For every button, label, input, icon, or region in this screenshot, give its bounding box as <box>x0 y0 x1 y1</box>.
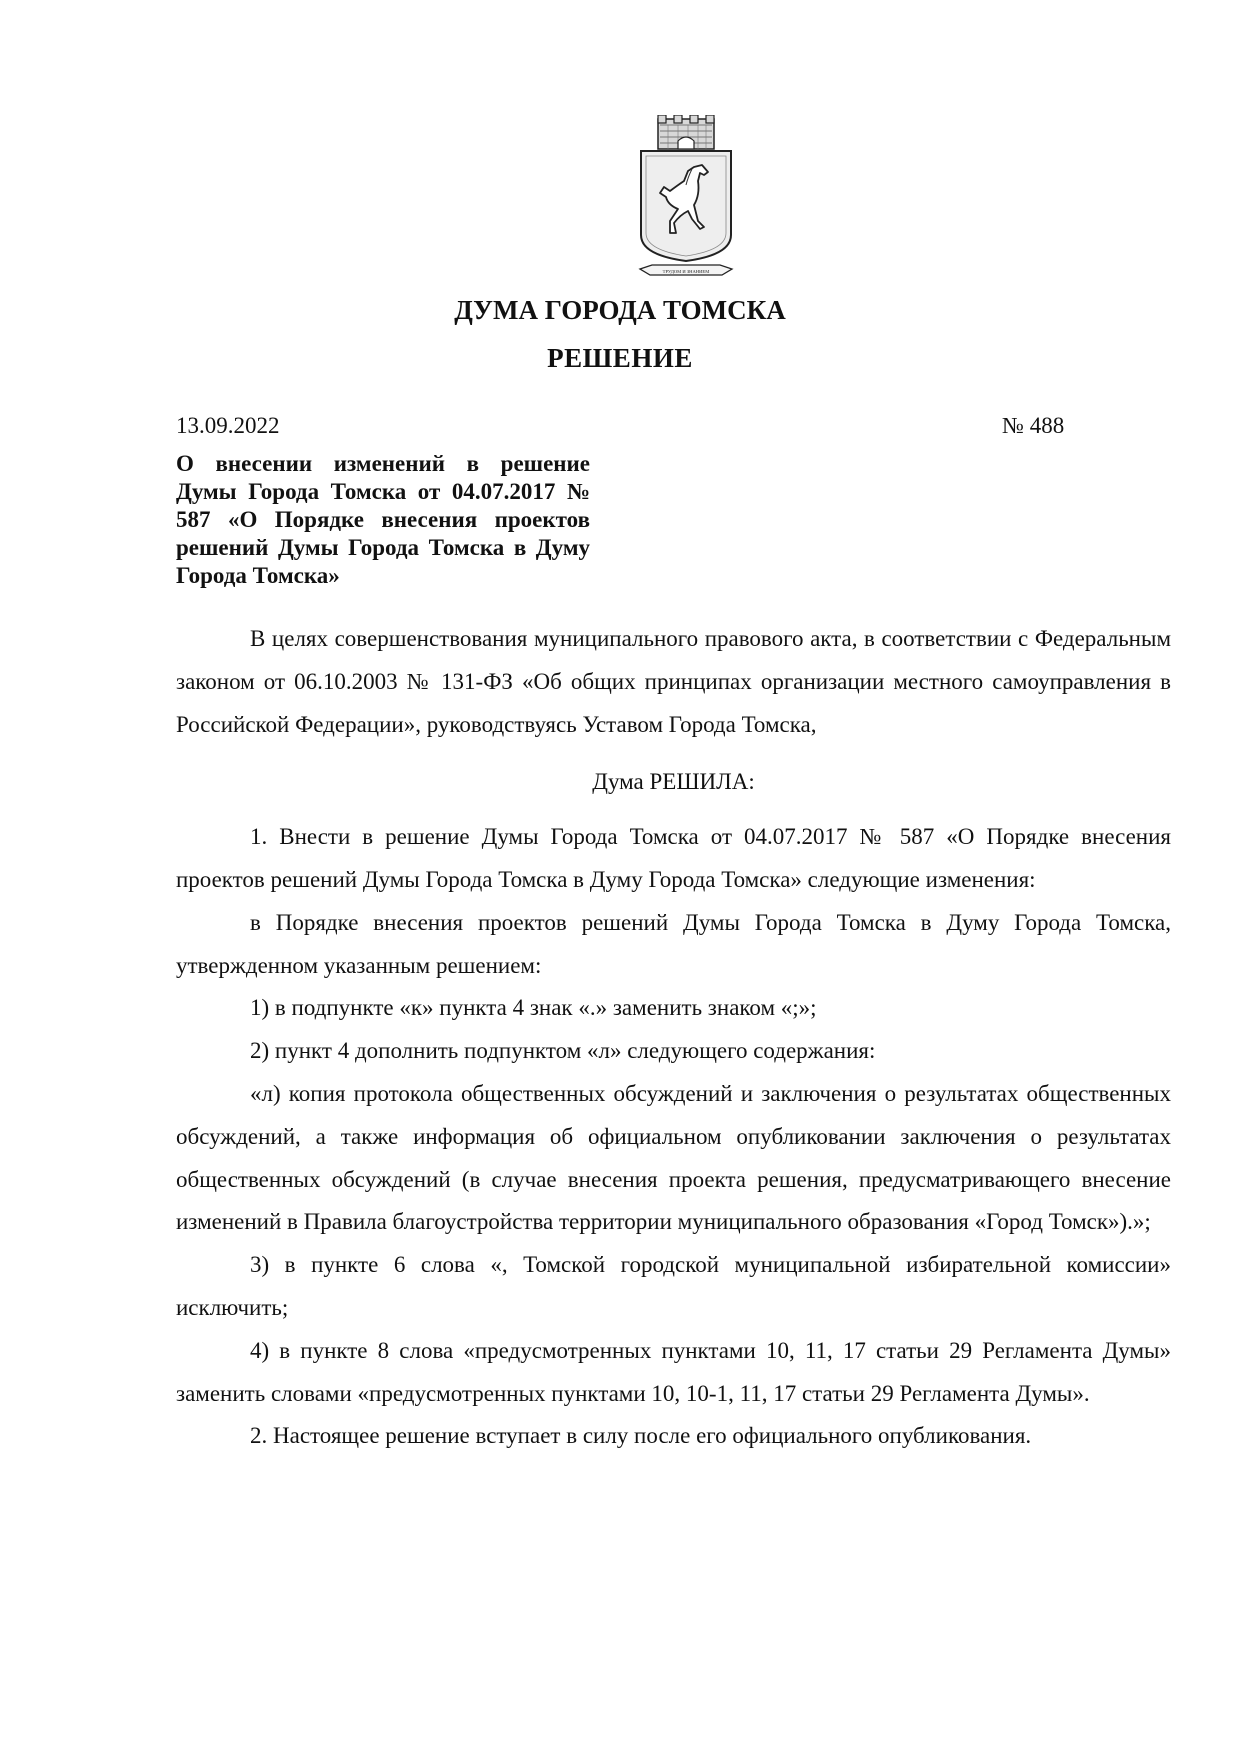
svg-text:ТРУДОМ И ЗНАНИЕМ: ТРУДОМ И ЗНАНИЕМ <box>662 269 710 274</box>
organization-title: ДУМА ГОРОДА ТОМСКА <box>454 295 786 325</box>
subclause-1: 1) в подпункте «к» пункта 4 знак «.» заменить знаком «;»; <box>250 995 817 1021</box>
document-body <box>176 618 1171 1458</box>
document-number: № 488 <box>1002 413 1065 438</box>
clause-1-intro: в Порядке внесения проектов решений Думы Города Томска в Думу Города Томска, утвержденном указанным решением: <box>176 909 1171 978</box>
clause-2: 2. Настоящее решение вступает в силу после его официального опубликования. <box>250 1423 1032 1449</box>
clause-1: 1. Внести в решение Думы Города Томска от 04.07.2017 № 587 «О Порядке внесения проектов решений Думы Города Томска в Думу Города Томска» следующие изменения: <box>176 824 1171 892</box>
document-subject: О внесении изменений в решение Думы Города Томска от 04.07.2017 № 587 «О Порядке внесения проектов решений Думы Города Томска в Думу Города Томска» <box>176 451 590 588</box>
document-date: 13.09.2022 <box>176 413 280 438</box>
subclause-2-text: «л) копия протокола общественных обсуждений и заключения о результатах общественных обсуждений, а также информация об официальном опубликовании заключения о результатах общественных обсуждений (в случае внесения проекта решения, предусматривающего внесение изменений в Правила благоустройства территории муниципального образования «Город Томск»).»; <box>176 1080 1171 1235</box>
coat-of-arms-icon <box>638 115 734 285</box>
document-type: РЕШЕНИЕ <box>547 343 693 373</box>
subclause-4: 4) в пункте 8 слова «предусмотренных пунктами 10, 11, 17 статьи 29 Регламента Думы» заменить словами «предусмотренных пунктами 10, 10-1, 11, 17 статьи 29 Регламента Думы». <box>176 1337 1171 1406</box>
subclause-2: 2) пункт 4 дополнить подпунктом «л» следующего содержания: <box>250 1038 876 1064</box>
decision-heading: Дума РЕШИЛА: <box>592 769 755 795</box>
preamble-paragraph: В целях совершенствования муниципального правового акта, в соответствии с Федеральным законом от 06.10.2003 № 131-ФЗ «Об общих принципах организации местного самоуправления в Российской Федерации», руководствуясь Уставом Города Томска, <box>176 626 1171 737</box>
subclause-3: 3) в пункте 6 слова «, Томской городской муниципальной избирательной комиссии» исключить; <box>176 1252 1171 1320</box>
